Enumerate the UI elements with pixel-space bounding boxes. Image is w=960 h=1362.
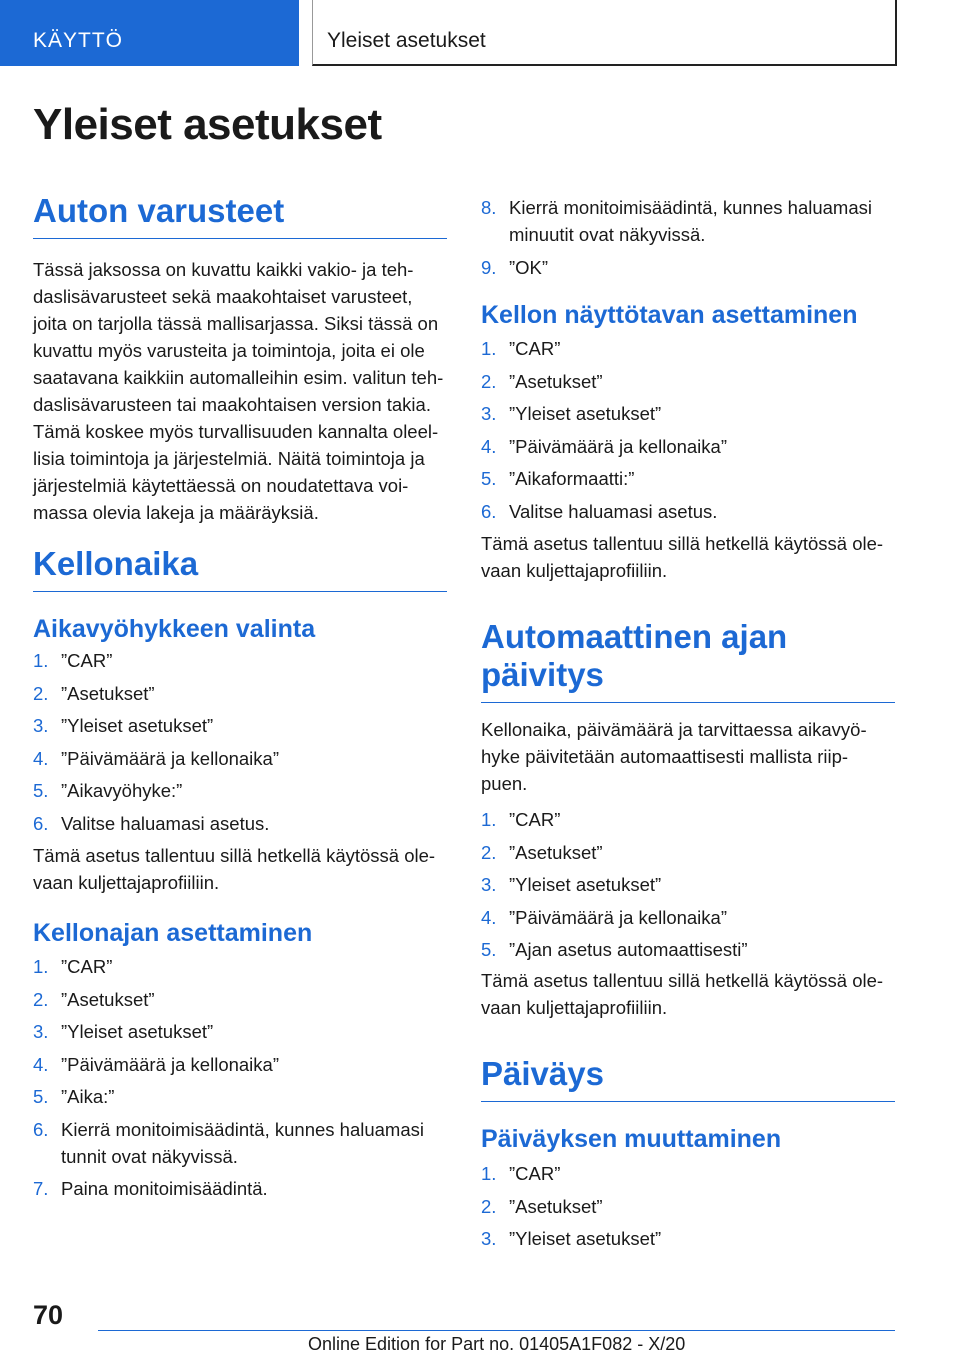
heading-paivays: Päiväys (481, 1055, 895, 1102)
aikavyohyke-note: Tämä asetus tallentuu sillä hetkellä käytössä ole- vaan kuljettajaprofiiliin. (33, 845, 436, 893)
list-item: 4. ”Päivämäärä ja kellonaika” (33, 1053, 279, 1075)
list-item: 8. Kierrä monitoimisäädintä, kunnes haluamasi minuutit ovat näkyvissä. (481, 197, 872, 245)
list-item: 1. ”CAR” (33, 956, 113, 977)
list-item: 1. ”CAR” (481, 1163, 561, 1184)
list-item: 1. ”CAR” (33, 650, 113, 671)
header-chapter-tab (312, 0, 897, 66)
aikavyohyke-steps (33, 647, 447, 842)
paivayksen-steps (481, 1160, 895, 1258)
automaattinen-paivitys-steps (481, 806, 895, 969)
list-item: 5. ”Aikavyöhyke:” (33, 780, 183, 801)
heading-paivayksen-muuttaminen: Päiväyksen muuttaminen (481, 1125, 782, 1153)
heading-aikavyohyke: Aikavyöhykkeen valinta (33, 615, 316, 643)
list-item: 5. ”Aikaformaatti:” (481, 468, 635, 489)
list-item: 1. ”CAR” (481, 338, 561, 359)
heading-kellon-nayttotapa: Kellon näyttötavan asettaminen (481, 301, 858, 329)
nayttotapa-steps (481, 335, 895, 530)
list-item: 4. ”Päivämäärä ja kellonaika” (481, 435, 727, 457)
header-chapter-label: Yleiset asetukset (327, 29, 486, 52)
header-section-tab (0, 0, 299, 66)
list-item: 3. ”Yleiset asetukset” (481, 403, 662, 424)
list-item: 4. ”Päivämäärä ja kellonaika” (481, 906, 727, 928)
list-item: 5. ”Ajan asetus automaattisesti” (481, 939, 748, 960)
list-item: 2. ”Asetukset” (33, 682, 155, 704)
heading-auton-varusteet: Auton varusteet (33, 192, 447, 239)
list-item: 3. ”Yleiset asetukset” (33, 715, 214, 736)
list-item: 6. Valitse haluamasi asetus. (33, 812, 270, 834)
list-item: 1. ”CAR” (481, 809, 561, 830)
page-number: 70 (33, 1300, 64, 1330)
list-item: 3. ”Yleiset asetukset” (33, 1021, 214, 1042)
header-section-label: KÄYTTÖ (33, 29, 124, 52)
footer-divider (98, 1330, 895, 1331)
kellonajan-steps-continued (481, 194, 895, 286)
list-item: 2. ”Asetukset” (33, 988, 155, 1010)
list-item: 7. Paina monitoimisäädintä. (33, 1178, 268, 1199)
list-item: 6. Valitse haluamasi asetus. (481, 500, 718, 522)
list-item: 2. ”Asetukset” (481, 841, 603, 863)
kellonajan-steps (33, 953, 447, 1208)
list-item: 5. ”Aika:” (33, 1086, 115, 1107)
heading-kellonajan-asettaminen: Kellonajan asettaminen (33, 919, 313, 947)
page-title: Yleiset asetukset (33, 100, 382, 149)
footer-edition: Online Edition for Part no. 01405A1F082 - X/20 (308, 1334, 686, 1354)
list-item: 2. ”Asetukset” (481, 370, 603, 392)
auton-varusteet-text: Tässä jaksossa on kuvattu kaikki vakio- ja teh- daslisävarusteet sekä maakohtaiset varusteet, joita on tarjolla tässä mallisarjassa. Siksi tässä on kuvattu myös varusteita ja toimintoja, joita ei ole saatavana kaikkiin automalleihin esim. valitun teh- daslisävarusteen tai maakohtaisen version takia. Tämä koskee myös turvallisuuden kannalta oleel- lisia toimintoja ja järjestelmiä. Näitä toimintoja ja järjestelmiä käytettäessä on noudatettava voi- massa olevia lakeja ja määräyksiä. (33, 259, 444, 523)
nayttotapa-note: Tämä asetus tallentuu sillä hetkellä käytössä ole- vaan kuljettajaprofiiliin. (481, 533, 884, 581)
heading-automaattinen-ajan-paivitys: Automaattinen ajan päivitys (481, 618, 895, 703)
automaattinen-paivitys-text: Kellonaika, päivämäärä ja tarvittaessa aikavyö- hyke päivitetään automaattisesti mallista riip- puen. (481, 719, 867, 794)
heading-kellonaika: Kellonaika (33, 545, 447, 592)
list-item: 9. ”OK” (481, 256, 549, 278)
list-item: 3. ”Yleiset asetukset” (481, 874, 662, 895)
list-item: 3. ”Yleiset asetukset” (481, 1228, 662, 1249)
list-item: 2. ”Asetukset” (481, 1195, 603, 1217)
list-item: 6. Kierrä monitoimisäädintä, kunnes haluamasi tunnit ovat näkyvissä. (33, 1118, 424, 1167)
list-item: 4. ”Päivämäärä ja kellonaika” (33, 747, 279, 769)
automaattinen-paivitys-note: Tämä asetus tallentuu sillä hetkellä käytössä ole- vaan kuljettajaprofiiliin. (481, 970, 884, 1018)
